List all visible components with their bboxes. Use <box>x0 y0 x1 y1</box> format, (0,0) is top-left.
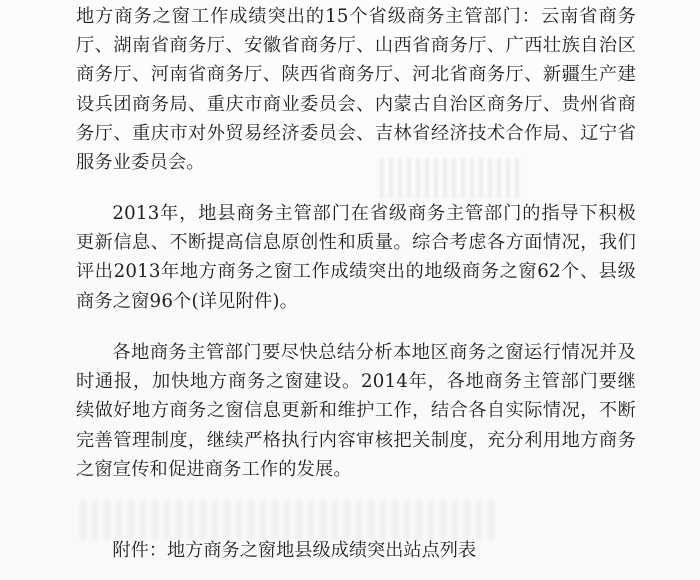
paragraph-requirements: 各地商务主管部门要尽快总结分析本地区商务之窗运行情况并及时通报，加快地方商务之窗建设。2014年，各地商务主管部门要继续做好地方商务之窗信息更新和维护工作，结合各自实际情况，不断完善管理制度，继续严格执行内容审核把关制度，充分利用地方商务之窗宣传和促进商务工作的发展。 <box>76 342 636 480</box>
paragraph-2013-selection: 2013年，地县商务主管部门在省级商务主管部门的指导下积极更新信息、不断提高信息原创性和质量。综合考虑各方面情况，我们评出2013年地方商务之窗工作成绩突出的地级商务之窗62个、县级商务之窗96个(详见附件)。 <box>76 203 636 312</box>
attachment-line: 附件：地方商务之窗地县级成绩突出站点列表 <box>112 540 477 561</box>
show-through-shadow <box>80 500 500 540</box>
paragraph-provincial-list: 地方商务之窗工作成绩突出的15个省级商务主管部门：云南省商务厅、湖南省商务厅、安徽省商务厅、山西省商务厅、广西壮族自治区商务厅、河南省商务厅、陕西省商务厅、河北省商务厅、新疆生产建设兵团商务局、重庆市商业委员会、内蒙古自治区商务厅、贵州省商务厅、重庆市对外贸易经济委员会、吉林省经济技术合作局、辽宁省服务业委员会。 <box>76 6 636 174</box>
